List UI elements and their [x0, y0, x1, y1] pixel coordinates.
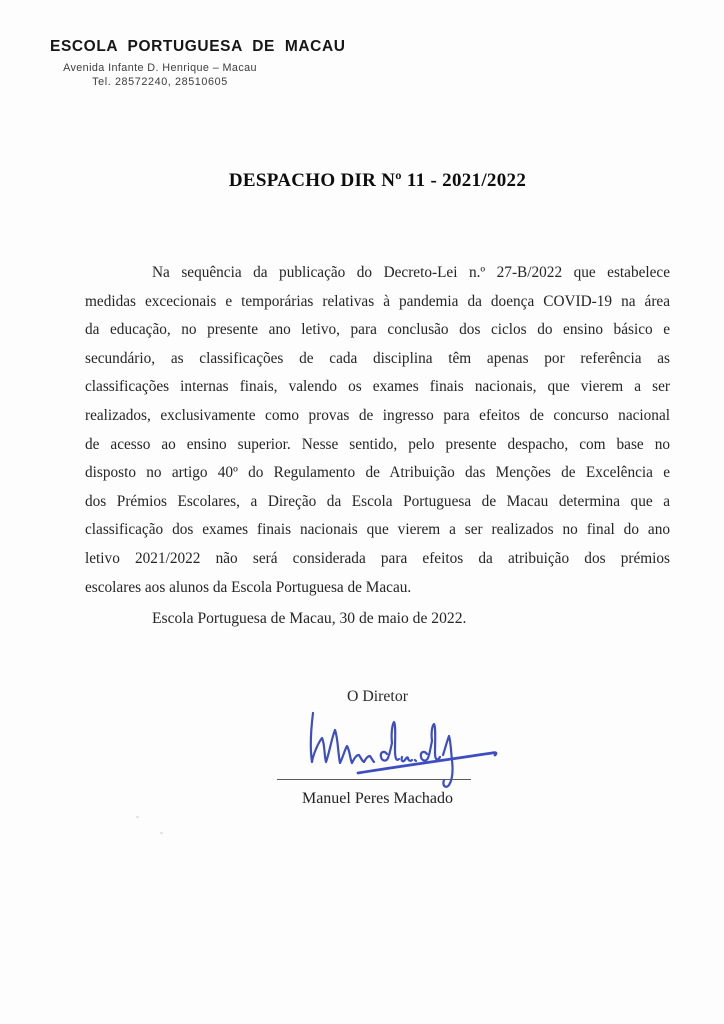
body-text-line: classificação dos exames finais nacionais que vierem a ser realizados no final do ano	[85, 521, 670, 539]
body-text-line: escolares aos alunos da Escola Portuguesa de Macau.	[85, 578, 412, 596]
body-text-line: medidas excecionais e temporárias relativas à pandemia da doença COVID-19 na área	[85, 292, 670, 310]
letterhead	[50, 38, 346, 88]
body-text-line: classificações internas finais, valendo os exames finais nacionais, que vierem a ser	[85, 378, 670, 396]
body-text-line: letivo 2021/2022 não será considerada para efeitos da atribuição dos prémios	[85, 549, 670, 567]
school-name: ESCOLA PORTUGUESA DE MACAU	[50, 38, 346, 55]
signature-flourish	[358, 753, 496, 773]
school-address: Avenida Infante D. Henrique – Macau	[63, 62, 257, 74]
body-text-line: Na sequência da publicação do Decreto-Lei n.º 27-B/2022 que estabelece	[152, 264, 670, 281]
school-phone: Tel. 28572240, 28510605	[92, 76, 228, 88]
signature-rule	[277, 779, 471, 780]
body-text-line: realizados, exclusivamente como provas de ingresso para efeitos de concurso nacional	[85, 406, 670, 424]
signature-stroke	[311, 713, 453, 787]
body-text-line: de acesso ao ensino superior. Nesse sentido, pelo presente despacho, com base no	[85, 435, 670, 453]
body-paragraph	[85, 259, 670, 602]
handwritten-signature	[295, 705, 510, 790]
body-text-line: disposto no artigo 40º do Regulamento de Atribuição das Menções de Excelência e	[85, 464, 670, 482]
signer-role: O Diretor	[347, 688, 408, 705]
scan-speck	[136, 816, 139, 818]
body-text-line: secundário, as classificações de cada disciplina têm apenas por referência as	[85, 349, 670, 367]
document-title: DESPACHO DIR Nº 11 - 2021/2022	[228, 170, 527, 191]
body-text-line: da educação, no presente ano letivo, para conclusão dos ciclos do ensino básico e	[85, 321, 670, 339]
signer-name: Manuel Peres Machado	[301, 790, 454, 807]
body-text-line: dos Prémios Escolares, a Direção da Escola Portuguesa de Macau determina que a	[85, 492, 670, 510]
date-line: Escola Portuguesa de Macau, 30 de maio de 2022.	[152, 610, 467, 627]
scan-speck	[160, 832, 163, 834]
